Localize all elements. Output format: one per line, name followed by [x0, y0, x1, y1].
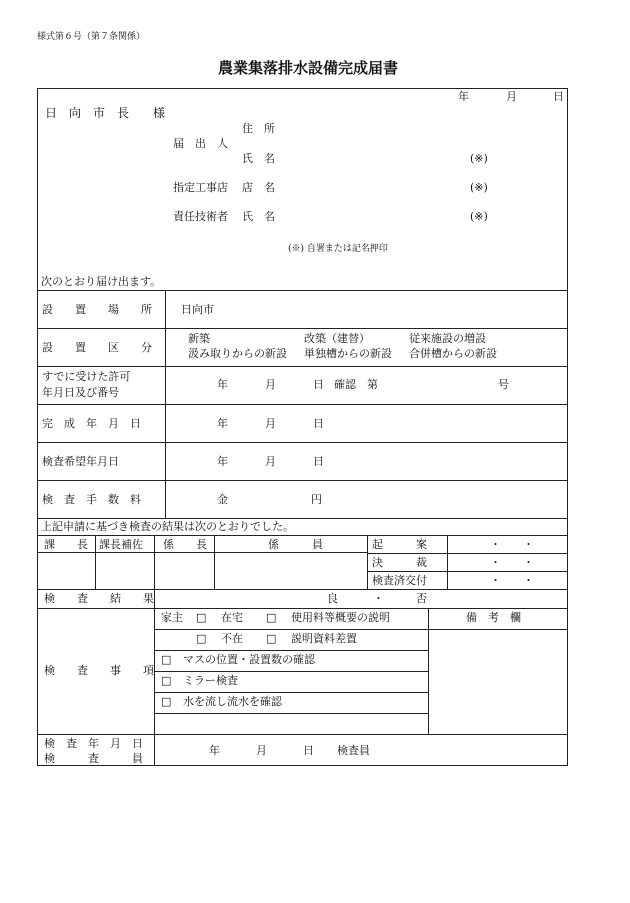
items-label: 検 査 事 項 [44, 664, 154, 677]
item-docs-checkbox[interactable]: □ [266, 632, 277, 645]
engineer-label: 責任技術者 [173, 210, 228, 223]
rule [154, 692, 428, 693]
engineer-seal: (※) [470, 210, 488, 223]
contractor-name-label: 店 名 [242, 181, 275, 194]
rule [367, 571, 568, 572]
rule [37, 366, 568, 367]
remarks-label: 備 考 欄 [466, 611, 521, 624]
applicant-name-label: 氏 名 [242, 152, 275, 165]
contractor-seal: (※) [470, 181, 488, 194]
permit-label-1: すでに受けた許可 [42, 370, 131, 383]
result-label: 検 査 結 果 [44, 592, 154, 605]
rule [37, 442, 568, 443]
item-mirror: ミラー検査 [183, 674, 238, 687]
fee-kin: 金 [217, 493, 228, 506]
rule [428, 608, 429, 734]
approval-issued: 検査済交付 [372, 574, 427, 587]
rule [214, 535, 215, 589]
rule [37, 535, 568, 536]
rule [37, 608, 568, 609]
rule [37, 328, 568, 329]
result-bad: 否 [416, 592, 427, 605]
rule [165, 290, 166, 518]
item-home-checkbox[interactable]: □ [196, 611, 207, 624]
rule [367, 535, 368, 589]
rule [367, 553, 568, 554]
item-water: 水を流し流水を確認 [183, 695, 282, 708]
rule [37, 518, 568, 519]
location-label: 設 置 場 所 [42, 303, 152, 316]
permit-month: 月 [265, 378, 276, 391]
approval-draft-date: ・ ・ [490, 538, 534, 551]
location-value: 日向市 [181, 303, 214, 316]
contractor-label: 指定工事店 [173, 181, 228, 194]
rule [154, 535, 155, 589]
item-masu: マスの位置・設置数の確認 [183, 653, 315, 666]
engineer-name-label: 氏 名 [242, 210, 275, 223]
rule [37, 589, 568, 590]
result-dot: ・ [373, 592, 384, 605]
date-day: 日 [553, 90, 564, 103]
approval-section-chief: 係 長 [163, 538, 207, 551]
applicant-address-label: 住 所 [242, 122, 275, 135]
approval-decision: 決 裁 [372, 556, 427, 569]
item-absent: 不在 [221, 632, 243, 645]
category-from-combined: 合併槽からの新設 [409, 347, 497, 360]
item-absent-checkbox[interactable]: □ [196, 632, 207, 645]
result-good: 良 [327, 592, 338, 605]
inspection-day: 日 [303, 744, 314, 757]
approval-decision-date: ・ ・ [490, 556, 534, 569]
completion-month: 月 [265, 417, 276, 430]
completion-year: 年 [217, 417, 228, 430]
item-fee-explained: 使用料等概要の説明 [291, 611, 390, 624]
approval-deputy: 課長補佐 [99, 538, 143, 551]
approval-issued-date: ・ ・ [490, 574, 534, 587]
permit-confirm: 確認 第 [334, 378, 378, 391]
inspection-request-month: 月 [265, 455, 276, 468]
rule [154, 650, 428, 651]
inspection-request-label: 検査希望年月日 [42, 455, 119, 468]
inspection-request-day: 日 [313, 455, 324, 468]
rule [154, 671, 428, 672]
permit-day: 日 [313, 378, 324, 391]
permit-label-2: 年月日及び番号 [42, 386, 119, 399]
date-month: 月 [506, 90, 517, 103]
applicant-label: 届 出 人 [173, 137, 228, 150]
inspection-month: 月 [256, 744, 267, 757]
category-label: 設 置 区 分 [42, 341, 152, 354]
addressee: 日 向 市 長 様 [45, 106, 166, 120]
fee-yen: 円 [311, 493, 322, 506]
inspection-year: 年 [209, 744, 220, 757]
rule [37, 404, 568, 405]
rule [37, 734, 568, 735]
approval-draft: 起 案 [372, 538, 427, 551]
item-docs: 説明資料差置 [291, 632, 357, 645]
rule [37, 290, 568, 291]
completion-day: 日 [313, 417, 324, 430]
inspection-request-year: 年 [217, 455, 228, 468]
permit-year: 年 [217, 378, 228, 391]
intro-text: 次のとおり届け出ます。 [41, 275, 162, 288]
inspection-inspector-label: 検 査 員 [44, 752, 143, 765]
rule [154, 629, 568, 630]
result-intro: 上記申請に基づき検査の結果は次のとおりでした。 [41, 520, 294, 533]
date-year: 年 [458, 90, 469, 103]
rule [154, 589, 155, 766]
approval-staff: 係 員 [268, 538, 323, 551]
item-water-checkbox[interactable]: □ [161, 695, 172, 708]
completion-label: 完 成 年 月 日 [42, 417, 141, 430]
category-extension: 従来施設の増設 [409, 332, 486, 345]
category-rebuild: 改築（建替） [304, 332, 370, 345]
approval-chief: 課 長 [44, 538, 88, 551]
seal-note: (※) 自署または記名押印 [288, 244, 388, 254]
item-mirror-checkbox[interactable]: □ [161, 674, 172, 687]
rule [37, 480, 568, 481]
rule [447, 535, 448, 589]
permit-number: 号 [498, 378, 509, 391]
fee-label: 検 査 手 数 料 [42, 493, 141, 506]
item-home: 在宅 [221, 611, 243, 624]
item-masu-checkbox[interactable]: □ [161, 653, 172, 666]
page-title: 農業集落排水設備完成届書 [218, 59, 399, 77]
category-from-pit: 汲み取りからの新設 [188, 347, 287, 360]
rule [154, 713, 428, 714]
form-number: 様式第６号（第７条関係） [37, 32, 146, 42]
rule [95, 535, 96, 589]
rule [37, 552, 367, 553]
item-fee-checkbox[interactable]: □ [266, 611, 277, 624]
applicant-seal: (※) [470, 152, 488, 165]
inspection-inspector: 検査員 [337, 744, 370, 757]
inspection-date-label: 検 査 年 月 日 [44, 737, 143, 750]
category-new: 新築 [188, 332, 210, 345]
category-from-single: 単独槽からの新設 [304, 347, 392, 360]
item-householder: 家主 [161, 611, 183, 624]
